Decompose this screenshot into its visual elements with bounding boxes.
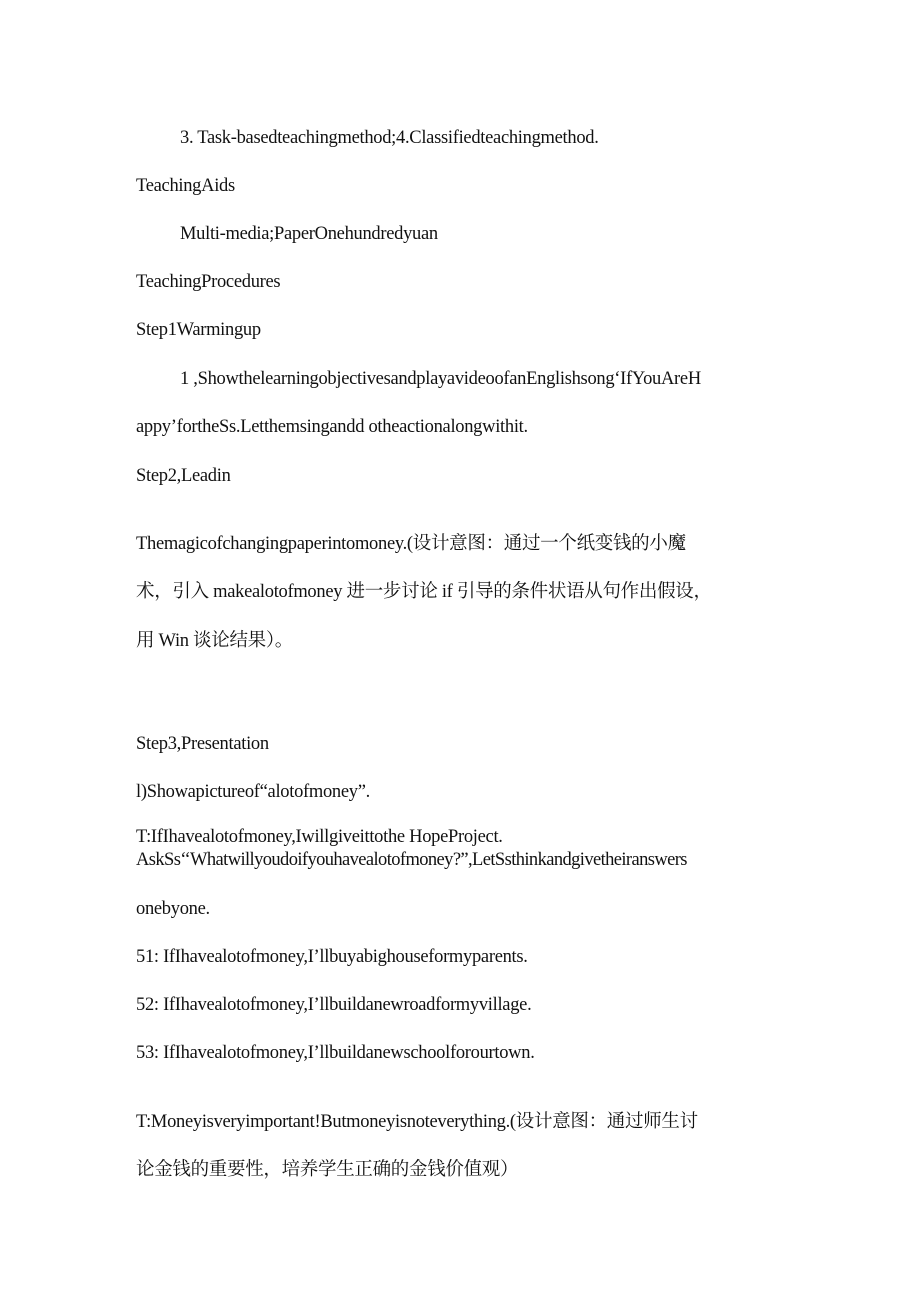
step1-heading: Step1Warmingup bbox=[136, 320, 261, 340]
step3-heading: Step3,Presentation bbox=[136, 734, 269, 754]
ask-students-line2: onebyone. bbox=[136, 899, 210, 919]
student-answer-1: 51: IfIhavealotofmoney,I’llbuyabighouseformyparents. bbox=[136, 947, 528, 967]
step2-text-line2: 术，引入 makealotofmoney 进一步讨论 if 引导的条件状语从句作出假设， bbox=[136, 582, 712, 602]
teaching-method-line: 3. Task-basedteachingmethod;4.Classifiedteachingmethod. bbox=[180, 128, 599, 148]
teacher-line-2: T:Moneyisveryimportant!Butmoneyisnoteverything.(设计意图：通过师生讨 bbox=[136, 1112, 698, 1132]
step1-item-line1: 1 ,ShowthelearningobjectivesandplayavideoofanEnglishsong‘IfYouAreH bbox=[180, 369, 701, 389]
step1-item-line2: appy’fortheSs.Letthemsingandd otheactionalongwithit. bbox=[136, 417, 528, 437]
teacher-line-2-cont: 论金钱的重要性，培养学生正确的金钱价值观） bbox=[136, 1160, 519, 1180]
student-answer-2: 52: IfIhavealotofmoney,I’llbuildanewroadformyvillage. bbox=[136, 995, 532, 1015]
ask-students-line: AskSs‘‘Whatwillyoudoifyouhavealotofmoney?”,LetSsthinkandgivetheiranswers bbox=[136, 850, 687, 870]
step2-heading: Step2,Leadin bbox=[136, 466, 231, 486]
teacher-line-1: T:IfIhavealotofmoney,Iwillgiveittothe HopeProject. bbox=[136, 827, 503, 847]
teaching-aids-text: Multi-media;PaperOnehundredyuan bbox=[180, 224, 438, 244]
step2-text-line3: 用 Win 谈论结果）。 bbox=[136, 631, 294, 651]
step2-text-line1: Themagicofchangingpaperintomoney.(设计意图：通过一个纸变钱的小魔 bbox=[136, 534, 686, 554]
step3-item-1: l)Showapictureof“alotofmoney”. bbox=[136, 782, 370, 802]
teaching-aids-heading: TeachingAids bbox=[136, 176, 235, 196]
student-answer-3: 53: IfIhavealotofmoney,I’llbuildanewschoolforourtown. bbox=[136, 1043, 535, 1063]
teaching-procedures-heading: TeachingProcedures bbox=[136, 272, 281, 292]
